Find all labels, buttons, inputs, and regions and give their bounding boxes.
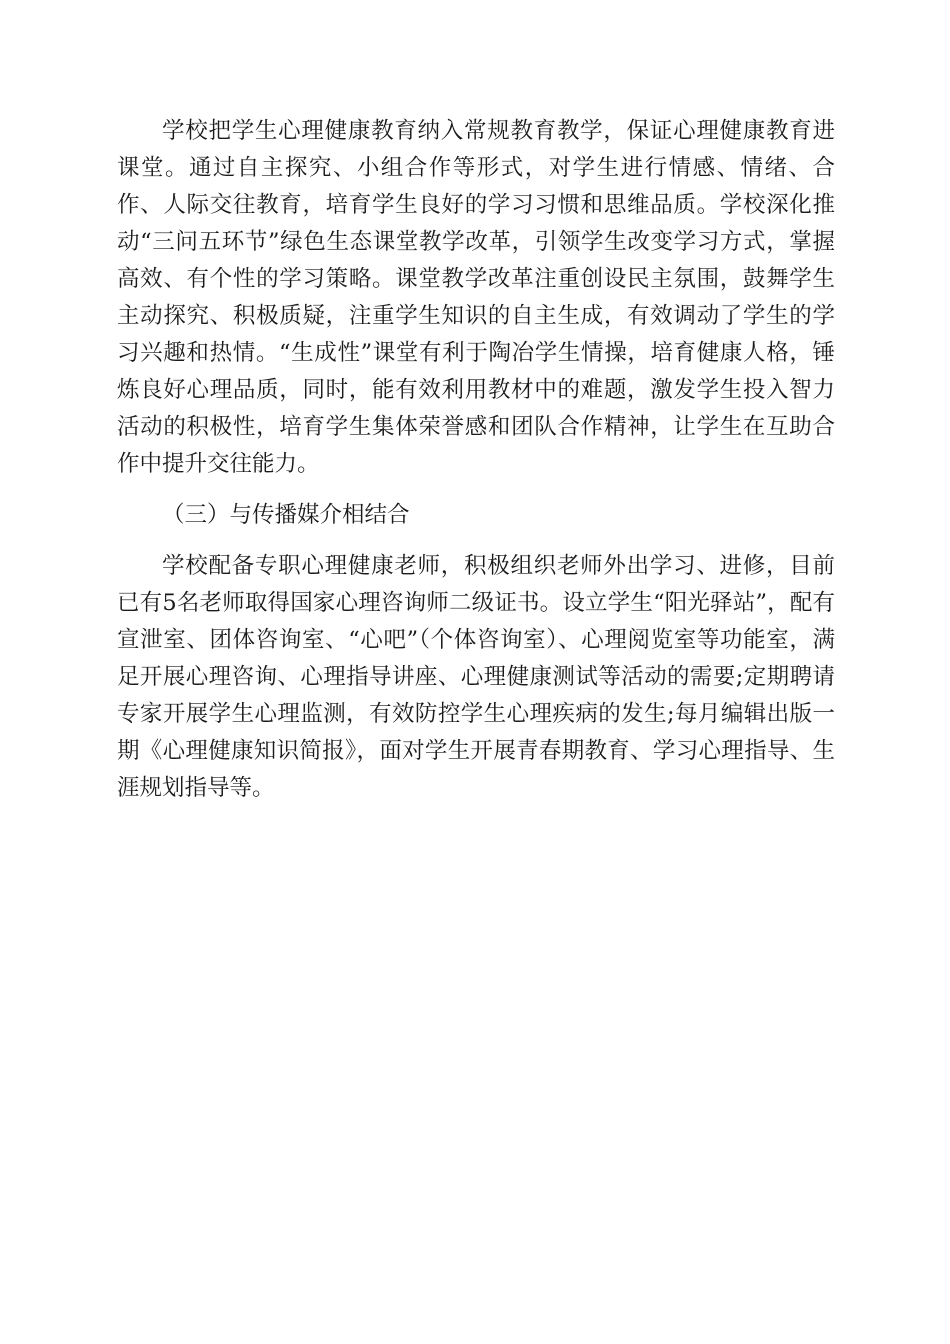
- section-heading: （三）与传播媒介相结合: [162, 502, 410, 528]
- body-paragraph-2: 学校配备专职心理健康老师，积极组织老师外出学习、进修，目前已有5名老师取得国家心理咨询师二级证书。设立学生“阳光驿站”，配有宣泄室、团体咨询室、“心吧”（个体咨询室）、心理阅览室等功能室，满足开展心理咨询、心理指导讲座、心理健康测试等活动的需要;定期聘请专家开展学生心理监测，有效防控学生心理疾病的发生;每月编辑出版一期《心理健康知识简报》，面对学生开展青春期教育、学习心理指导、生涯规划指导等。: [117, 553, 835, 801]
- body-paragraph-1: 学校把学生心理健康教育纳入常规教育教学，保证心理健康教育进课堂。通过自主探究、小组合作等形式，对学生进行情感、情绪、合作、人际交往教育，培育学生良好的学习习惯和思维品质。学校深化推动“三问五环节”绿色生态课堂教学改革，引领学生改变学习方式，掌握高效、有个性的学习策略。课堂教学改革注重创设民主氛围，鼓舞学生主动探究、积极质疑，注重学生知识的自主生成，有效调动了学生的学习兴趣和热情。“生成性”课堂有利于陶冶学生情操，培育健康人格，锤炼良好心理品质，同时，能有效利用教材中的难题，激发学生投入智力活动的积极性，培育学生集体荣誉感和团队合作精神，让学生在互助合作中提升交往能力。: [117, 118, 835, 477]
- document-body: [117, 113, 835, 807]
